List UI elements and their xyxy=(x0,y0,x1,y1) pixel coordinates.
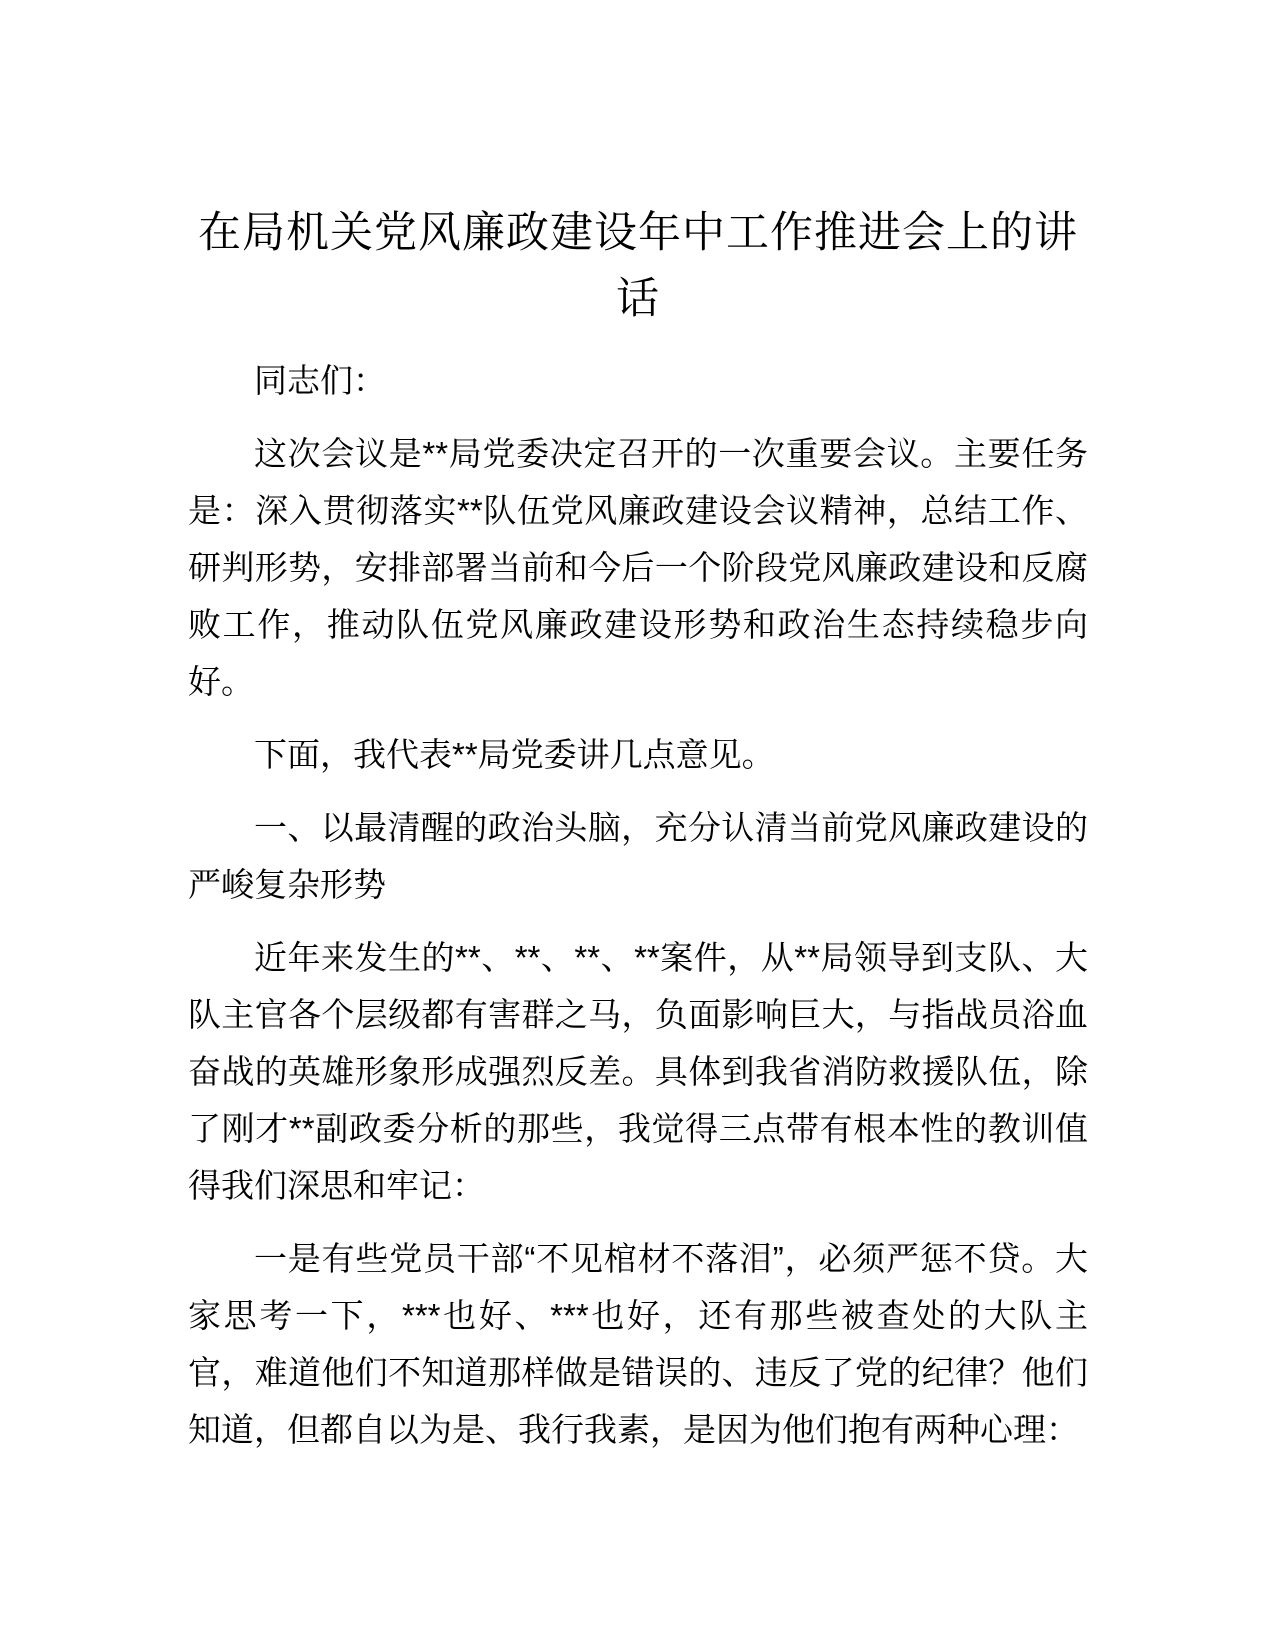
lesson-one-paragraph: 一是有些党员干部“不见棺材不落泪”，必须严惩不贷。大家思考一下，***也好、***也好，还有那些被查处的大队主官，难道他们不知道那样做是错误的、违反了党的纪律？他们知道，但都自以为是、我行我素，是因为他们抱有两种心理： xyxy=(188,1240,1088,1448)
meeting-purpose-paragraph: 这次会议是**局党委决定召开的一次重要会议。主要任务是：深入贯彻落实**队伍党风廉政建设会议精神，总结工作、研判形势，安排部署当前和今后一个阶段党风廉政建设和反腐败工作，推动队伍党风廉政建设形势和政治生态持续稳步向好。 xyxy=(188,435,1088,700)
document-title: 在局机关党风廉政建设年中工作推进会上的讲话 xyxy=(198,209,1078,323)
salutation-paragraph: 同志们： xyxy=(254,362,386,399)
transition-paragraph: 下面，我代表**局党委讲几点意见。 xyxy=(254,736,775,773)
section-one-heading-paragraph: 一、以最清醒的政治头脑，充分认清当前党风廉政建设的严峻复杂形势 xyxy=(188,809,1088,903)
recent-cases-paragraph: 近年来发生的**、**、**、**案件，从**局领导到支队、大队主官各个层级都有害群之马，负面影响巨大，与指战员浴血奋战的英雄形象形成强烈反差。具体到我省消防救援队伍，除了刚才**副政委分析的那些，我觉得三点带有根本性的教训值得我们深思和牢记： xyxy=(188,939,1088,1204)
